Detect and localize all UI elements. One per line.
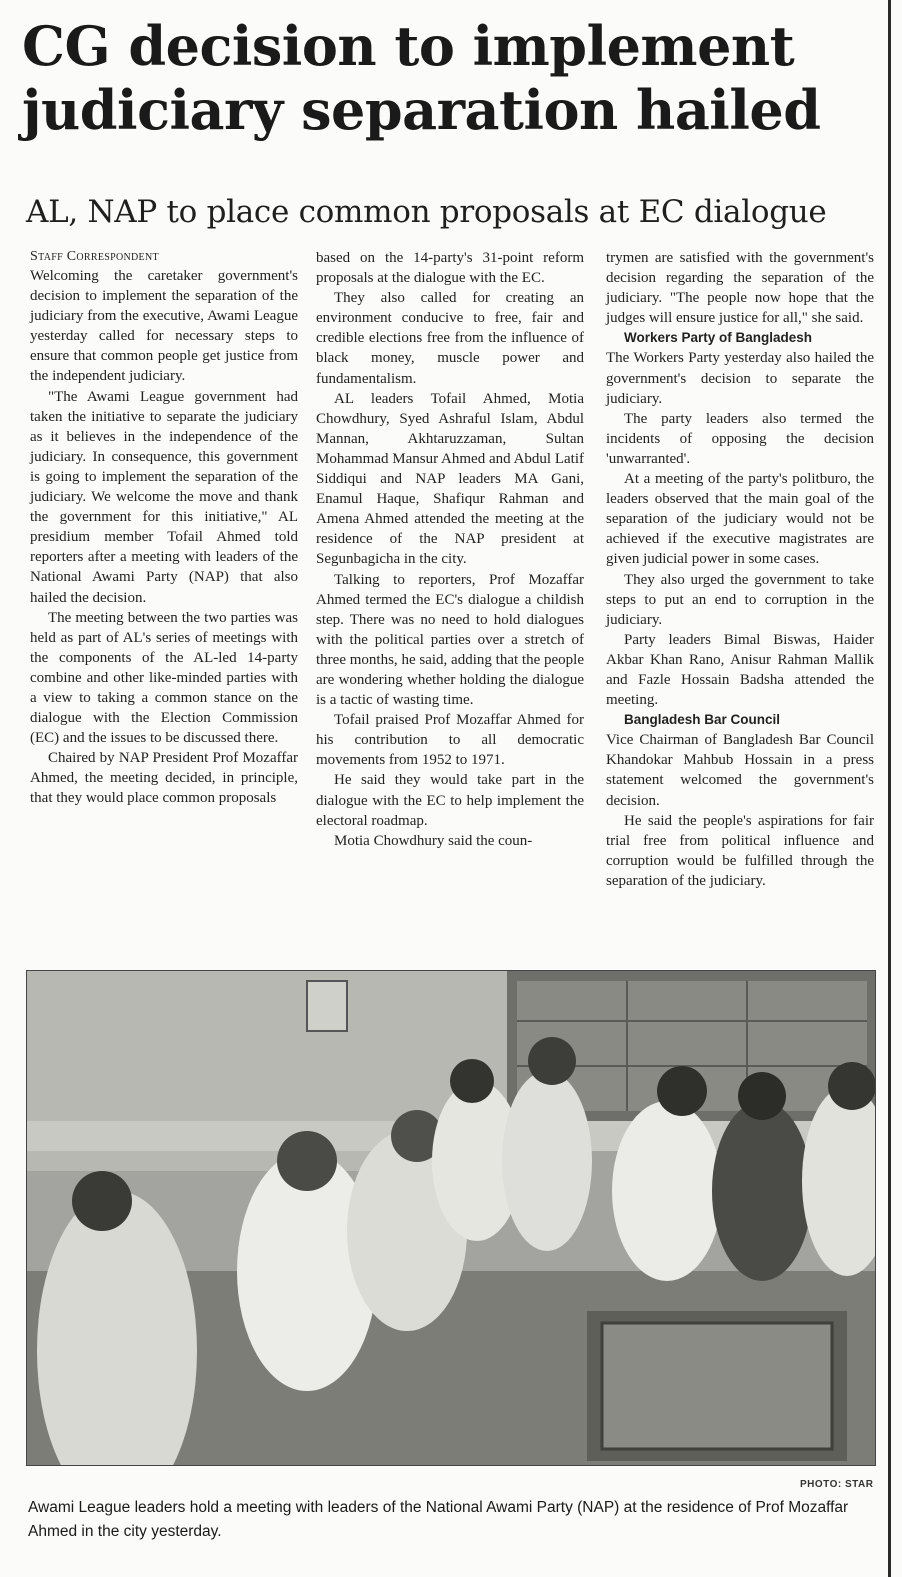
paragraph: Party leaders Bimal Biswas, Haider Akbar Khan Rano, Anisur Rahman Mallik and Fazle Hossain Badsha attended the meeting.	[606, 631, 874, 709]
section-subhead-bar-council: Bangladesh Bar Council	[624, 712, 781, 728]
paragraph: AL leaders Tofail Ahmed, Motia Chowdhury, Syed Ashraful Islam, Abdul Mannan, Akhtaruzzaman, Sultan Mohammad Mansur Ahmed and Abdul Latif Siddiqui and NAP leaders MA Gani, Enamul Haque, Shafiqur Rahman and Amena Ahmed attended the meeting at the residence of the NAP president at Segunbagicha in the city.	[316, 390, 584, 568]
headline	[22, 14, 884, 142]
photo-credit: PHOTO: STAR	[800, 1479, 874, 1490]
subheadline: AL, NAP to place common proposals at EC dialogue	[26, 194, 827, 230]
paragraph: Welcoming the caretaker government's decision to implement the separation of the judiciary from the executive, Awami League yesterday called for necessary steps to ensure that common people get justice from the independent judiciary.	[30, 268, 298, 385]
paragraph: Tofail praised Prof Mozaffar Ahmed for his contribution to all democratic movements from 1952 to 1971.	[316, 712, 584, 769]
headline-line-1: CG decision to implement	[22, 14, 795, 78]
paragraph: Motia Chowdhury said the coun-	[334, 832, 533, 849]
meeting-photo-illustration	[27, 971, 875, 1465]
paragraph: The party leaders also termed the incidents of opposing the decision 'unwarranted'.	[606, 410, 874, 467]
photo-caption: Awami League leaders hold a meeting with leaders of the National Awami Party (NAP) at the residence of Prof Mozaffar Ahmed in the city yesterday.	[28, 1499, 849, 1540]
news-photo	[26, 970, 876, 1466]
section-subhead-workers-party: Workers Party of Bangladesh	[624, 330, 813, 346]
paragraph: They also urged the government to take steps to put an end to corruption in the judiciary.	[606, 571, 874, 628]
article-column-3	[606, 248, 874, 891]
paragraph: "The Awami League government had taken the initiative to separate the judiciary as it believes in the independence of the judiciary. In consequence, this government is going to implement the separation of the judiciary. We welcome the move and thank the government for this initiative," AL presidium member Tofail Ahmed told reporters after a meeting with leaders of the National Awami Party (NAP) that also hailed the decision.	[30, 388, 298, 606]
article-column-1	[30, 248, 298, 809]
paragraph: trymen are satisfied with the government's decision regarding the separation of the judiciary. "The people now hope that the judges will ensure justice for all," she said.	[606, 250, 874, 327]
column-rule	[888, 0, 891, 1577]
paragraph: Vice Chairman of Bangladesh Bar Council Khandokar Mahbub Hossain in a press statement welcomed the government's decision.	[606, 732, 874, 809]
headline-line-2: judiciary separation hailed	[22, 78, 821, 142]
paragraph: They also called for creating an environment conducive to free, fair and credible elections free from the influence of black money, muscle power and fundamentalism.	[316, 290, 584, 387]
paragraph: At a meeting of the party's politburo, the leaders observed that the main goal of the separation of the judiciary would not be achieved if the executive magistrates are given judicial power in some cases.	[606, 471, 874, 568]
paragraph: He said they would take part in the dialogue with the EC to help implement the electoral roadmap.	[316, 772, 584, 829]
paragraph: The Workers Party yesterday also hailed the government's decision to separate the judiciary.	[606, 350, 874, 407]
paragraph: Chaired by NAP President Prof Mozaffar Ahmed, the meeting decided, in principle, that they would place common proposals	[30, 750, 298, 807]
paragraph: based on the 14-party's 31-point reform proposals at the dialogue with the EC.	[316, 250, 584, 287]
paragraph: Talking to reporters, Prof Mozaffar Ahmed termed the EC's dialogue a childish step. There was no need to hold dialogues with the political parties over a stretch of three months, he said, adding that the people are wondering whether holding the dialogue is a tactic of wasting time.	[316, 571, 584, 709]
paragraph: He said the people's aspirations for fair trial free from political influence and corruption would be fulfilled through the separation of the judiciary.	[606, 812, 874, 889]
paragraph: The meeting between the two parties was held as part of AL's series of meetings with the components of the AL-led 14-party combine and other like-minded parties with a view to taking a common stance on the dialogue with the Election Commission (EC) and the issues to be discussed there.	[30, 609, 298, 747]
byline: Staff Correspondent	[30, 249, 159, 264]
article-column-2	[316, 248, 584, 851]
